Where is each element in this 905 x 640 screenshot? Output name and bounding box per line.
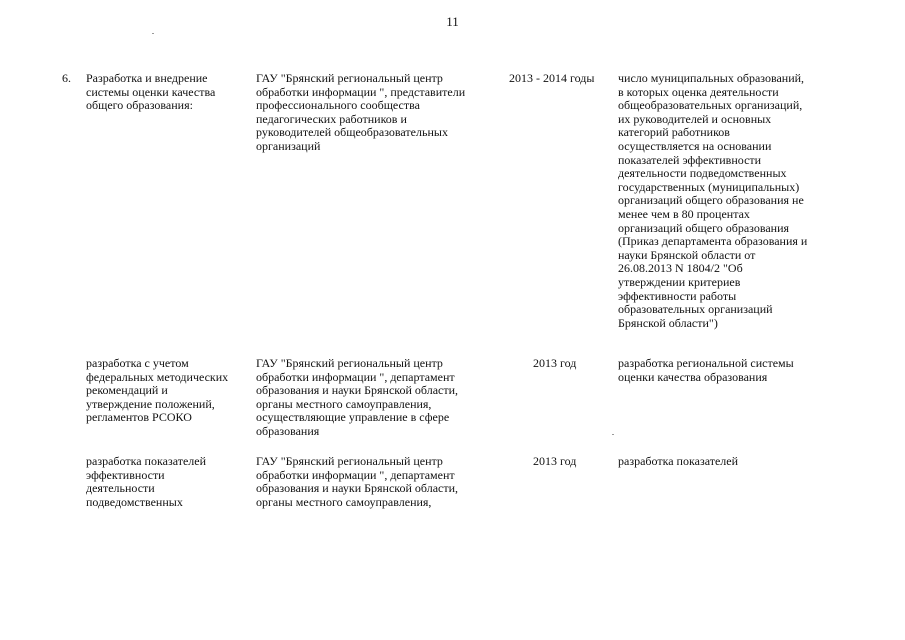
period-text: 2013 - 2014 годы: [509, 71, 595, 85]
result-text: разработка показателей: [618, 454, 739, 468]
activity-text: разработка с учетом федеральных методических рекомендаций и утверждение положений, регламентов РСОКО: [86, 356, 229, 425]
item-number: 6.: [62, 71, 71, 85]
period-text: 2013 год: [533, 356, 577, 370]
executors-text: ГАУ "Брянский региональный центр обработки информации ", департамент образования и науки Брянской области, органы местного самоуправления, осуществляющие управление в сфере образования: [256, 356, 459, 438]
scan-speck: [612, 434, 614, 435]
result-text: число муниципальных образований, в которых оценка деятельности общеобразовательных организаций, их руководителей и основных категорий работников осуществляется на основании показателей эффективности деятельности подведомственных государственных (муниципальных) организаций общего образования не менее чем в 80 процентах организаций общего образования (Приказ департамента образования и науки Брянской области от 26.08.2013 N 1804/2 "Об утверждении критериев эффективности работы образовательных организаций Брянской области"): [618, 71, 808, 330]
activity-text: Разработка и внедрение системы оценки качества общего образования:: [86, 71, 216, 113]
scan-speck: [152, 33, 154, 34]
executors-text: ГАУ "Брянский региональный центр обработки информации ", департамент образования и науки Брянской области, органы местного самоуправления,: [256, 454, 459, 509]
executors-text: ГАУ "Брянский региональный центр обработки информации ", представители профессионального сообщества педагогических работников и руководителей общеобразовательных организаций: [256, 71, 466, 153]
page-number: 11: [446, 14, 459, 29]
activity-text: разработка показателей эффективности деятельности подведомственных: [86, 454, 207, 509]
period-text: 2013 год: [533, 454, 577, 468]
result-text: разработка региональной системы оценки качества образования: [618, 356, 794, 384]
